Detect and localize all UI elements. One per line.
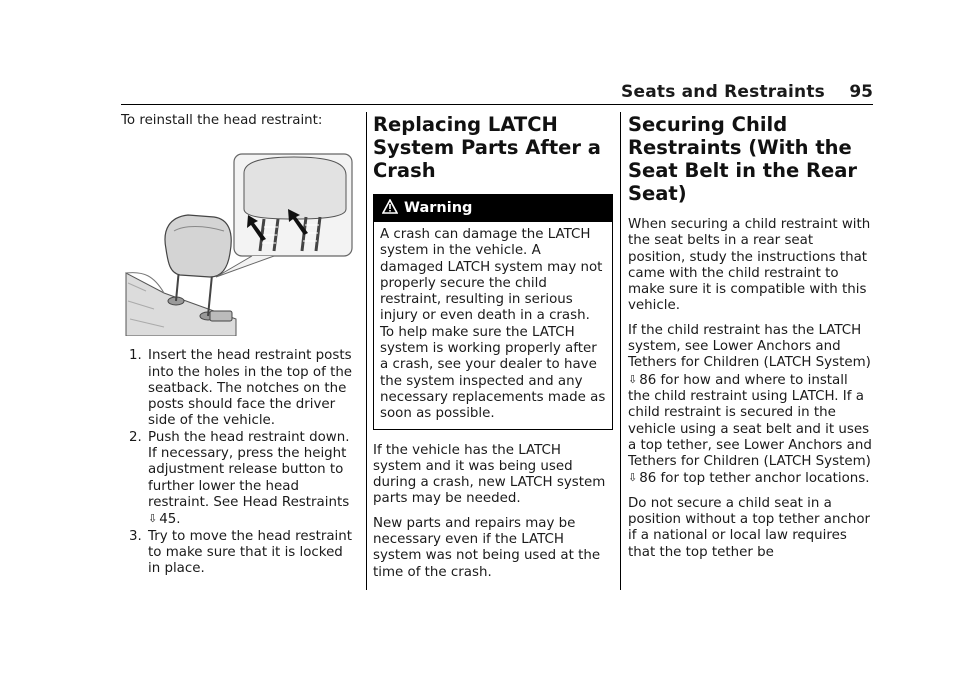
securing-child-restraints-heading: Securing Child Restraints (With the Seat Belt in the Rear Seat) bbox=[628, 113, 858, 205]
column-divider-1 bbox=[366, 112, 367, 590]
paragraph-text: for how and where to install the child restraint using LATCH. If a child restraint is secured in the vehicle using a seat belt and it uses a top tether, see Lower Anchors and Tethers for Children (LATCH System) bbox=[628, 372, 872, 470]
step-text: Push the head restraint down. If necessary, press the height adjustment release button to further lower the head restraint. See Head Restraints bbox=[148, 429, 350, 510]
intro-text: To reinstall the head restraint: bbox=[121, 113, 323, 128]
page-reference-icon: ⇩ bbox=[628, 471, 638, 485]
column-1 bbox=[121, 113, 357, 577]
warning-label: Warning bbox=[404, 200, 473, 216]
paragraph-text: for top tether anchor locations. bbox=[660, 471, 870, 487]
step-number: 3. bbox=[129, 528, 142, 544]
step-item bbox=[121, 348, 357, 429]
latch-system-link[interactable]: 86 bbox=[639, 372, 657, 388]
head-restraint-illustration-graphic bbox=[124, 151, 354, 336]
warning-header bbox=[374, 195, 612, 222]
column-2 bbox=[373, 113, 613, 589]
step-item bbox=[121, 430, 357, 529]
page-number: 95 bbox=[849, 82, 873, 102]
warning-triangle-icon bbox=[382, 198, 398, 225]
page-reference-icon: ⇩ bbox=[148, 512, 158, 526]
step-number: 1. bbox=[129, 348, 142, 364]
section-title: Seats and Restraints bbox=[621, 82, 825, 102]
latch-replacement-heading: Replacing LATCH System Parts After a Crash bbox=[373, 113, 601, 182]
page-reference-icon: ⇩ bbox=[628, 372, 638, 386]
step-text: Insert the head restraint posts into the holes in the top of the seatback. The notches on the posts should face the driver side of the vehicle. bbox=[148, 348, 353, 429]
reinstall-steps bbox=[121, 348, 357, 577]
paragraph: When securing a child restraint with the seat belts in a rear seat position, study the instructions that came with the child restraint to make sure it is compatible with this vehicle. bbox=[628, 217, 871, 314]
page-header bbox=[121, 82, 873, 104]
step-text-end: . bbox=[176, 512, 181, 528]
column-3 bbox=[628, 113, 873, 569]
head-restraints-link[interactable]: 45 bbox=[159, 512, 177, 528]
step-item bbox=[121, 529, 357, 578]
warning-text: A crash can damage the LATCH system in the vehicle. A damaged LATCH system may not properly secure the child restraint, resulting in serious injury or even death in a crash. To help make sure the LATCH system is working properly after a crash, see your dealer to have the system inspected and any necessary replacements made as soon as possible. bbox=[380, 227, 606, 422]
head-restraint-illustration bbox=[124, 151, 354, 336]
warning-box bbox=[373, 194, 613, 430]
paragraph: Do not secure a child seat in a position without a top tether anchor if a national or local law requires that the top tether be bbox=[628, 495, 871, 560]
paragraph-text: If the child restraint has the LATCH system, see Lower Anchors and Tethers for Children (LATCH System) bbox=[628, 322, 871, 371]
step-number: 2. bbox=[129, 429, 142, 445]
column-divider-2 bbox=[620, 112, 621, 590]
paragraph: If the vehicle has the LATCH system and it was being used during a crash, new LATCH system parts may be needed. bbox=[373, 442, 606, 507]
paragraph: New parts and repairs may be necessary even if the LATCH system was not being used at the time of the crash. bbox=[373, 515, 601, 580]
header-rule bbox=[121, 104, 873, 105]
paragraph bbox=[628, 323, 873, 488]
step-text: Try to move the head restraint to make sure that it is locked in place. bbox=[148, 528, 353, 577]
latch-system-link[interactable]: 86 bbox=[639, 471, 657, 487]
